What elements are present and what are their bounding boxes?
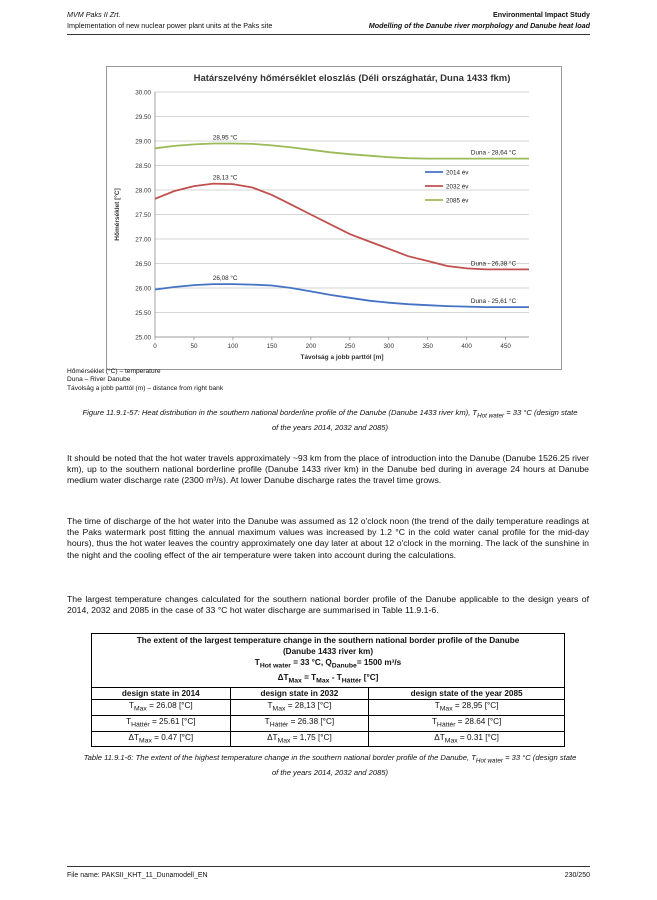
data-label: Duna - 28,64 °C (470, 149, 517, 157)
y-tick-label: 26.50 (135, 261, 151, 268)
data-label: 28,95 °C (212, 134, 238, 142)
note-distance: Távolság a jobb parttól (m) – distance from right bank (67, 384, 224, 392)
header-company: MVM Paks II Zrt. (67, 10, 121, 19)
chart-frame (106, 66, 562, 370)
column-header: design state in 2032 (230, 688, 369, 700)
results-table (91, 633, 565, 747)
x-tick-label: 250 (344, 343, 356, 350)
figure-caption: Figure 11.9.1-57: Heat distribution in the southern national borderline profile of the Danube (Danube 1433 river km), $T_{Hot water} = 33$ °C (design state of the years 2014, 2032 and 2085) (82, 408, 578, 432)
chart-title: Határszelvény hőmérséklet eloszlás (Déli országhatár, Duna 1433 fkm) (193, 73, 511, 84)
x-axis-label: Távolság a jobb parttól [m] (300, 354, 384, 361)
x-tick-label: 200 (305, 343, 317, 350)
footer-filename: File name: PAKSII_KHT_11_Dunamodell_EN (67, 872, 208, 879)
y-tick-label: 28.50 (135, 163, 151, 170)
x-tick-label: 400 (461, 343, 472, 350)
table-caption: Table 11.9.1-6: The extent of the highest temperature change in the southern national border profile of the Danube, $T_{Hot water} = 33$ °C (design state of the years 2014, 2032 and 2085) (83, 753, 577, 777)
paragraph-discharge-time: The time of discharge of the hot water into the Danube was assumed as 12 o'clock noon (the trend of the daily temperature readings at the Paks watermark post fitting the annual maximum values was increased by 1.2 °C in the cold water canal profile for the mid-day hours), thus the hot water leaves the country approximately one day later at about 12 o'clock in the morning. The lack of the sunshine in the night and the cooling effect of the air temperature were taken into account during the calculations. (67, 516, 589, 560)
table-cell: $T_{Max} = 28,13$ [°C] (230, 700, 369, 716)
footer-divider (67, 866, 590, 867)
x-tick-label: 350 (422, 343, 433, 350)
data-label: 28,13 °C (212, 174, 238, 182)
x-tick-label: 0 (153, 343, 157, 350)
table-row (92, 715, 565, 731)
table-row (92, 731, 565, 747)
table-cell: $\Delta T_{Max} = 0.31$ [°C] (369, 731, 565, 747)
table-cell: $T_{Max} = 28,95$ [°C] (369, 700, 565, 716)
header-study: Environmental Impact Study (492, 10, 590, 19)
data-label: Duna - 25,61 °C (470, 298, 517, 306)
table-header-row (92, 688, 565, 700)
table-cell: $T_{Háttér} = 26.38$ [°C] (230, 715, 369, 731)
y-tick-label: 29.50 (135, 114, 151, 121)
x-tick-label: 450 (500, 343, 511, 350)
header-chapter: Modelling of the Danube river morphology and Danube heat load (368, 21, 590, 30)
legend-label: 2032 év (446, 183, 469, 191)
page-header-right (369, 9, 590, 31)
y-tick-label: 27.00 (135, 236, 151, 244)
y-tick-label: 27.50 (135, 212, 151, 219)
data-label: Duna - 26,38 °C (470, 260, 517, 268)
y-tick-label: 25.50 (135, 310, 151, 317)
header-project: Implementation of new nuclear power plant units at the Paks site (67, 21, 273, 30)
paragraph-summary: The largest temperature changes calculated for the southern national border profile of the Danube applicable to the design years of 2014, 2032 and 2085 in the case of 33 °C hot water discharge are summarised in Table 11.9.1-6. (67, 594, 589, 616)
legend-label: 2085 év (446, 197, 469, 205)
note-temperature: Hőmérséklet (°C) – temperature (67, 368, 161, 375)
table-cell: $\Delta T_{Max} = 0.47$ [°C] (92, 731, 231, 747)
table-title: The extent of the largest temperature change in the southern national border profile of the Danube (Danube 1433 river km) $T_{Hot water} = 33$ °C, $Q_{Danube}= 1500$ m³/s $\Delta T_{Max} = T_{Max} - T_{Háttér}$ [°C] (92, 634, 565, 688)
paragraph-travel-time: It should be noted that the hot water travels approximately ~93 km from the place of introduction into the Danube (Danube 1526.25 river km), up to the southern national borderline profile (Danube 1433 river km) in the Danube bed during in average 24 hours at Danube medium water discharge rate (2300 m³/s). At lower Danube discharge rates the travel time grows. (67, 453, 589, 486)
column-header: design state in 2014 (92, 688, 231, 700)
header-divider (67, 34, 590, 35)
column-header: design state of the year 2085 (369, 688, 565, 700)
y-tick-label: 25.00 (135, 334, 151, 342)
chart-notes (67, 368, 223, 393)
table-cell: $\Delta T_{Max} = 1,75$ [°C] (230, 731, 369, 747)
table-row (92, 700, 565, 716)
y-tick-label: 26.00 (135, 285, 151, 293)
y-tick-label: 30.00 (135, 89, 151, 97)
series-line (155, 184, 529, 270)
temperature-chart (107, 67, 561, 369)
data-label: 26,08 °C (212, 275, 238, 283)
page-header-left (67, 9, 272, 31)
legend-label: 2014 év (446, 169, 469, 177)
x-tick-label: 100 (227, 343, 239, 350)
page-number: 230/250 (564, 872, 590, 879)
table-cell: $T_{Háttér} = 28.64$ [°C] (369, 715, 565, 731)
table-cell: $T_{Háttér} = 25.61$ [°C] (92, 715, 231, 731)
x-tick-label: 150 (266, 343, 278, 350)
x-tick-label: 50 (190, 343, 198, 350)
table-cell: $T_{Max} = 26.08$ [°C] (92, 700, 231, 716)
y-tick-label: 28.00 (135, 187, 151, 195)
note-danube: Duna – River Danube (67, 376, 131, 384)
table-title-row (92, 634, 565, 688)
y-axis-label: Hőmérséklet [°C] (114, 188, 121, 241)
y-tick-label: 29.00 (135, 138, 151, 146)
x-tick-label: 300 (383, 343, 395, 350)
